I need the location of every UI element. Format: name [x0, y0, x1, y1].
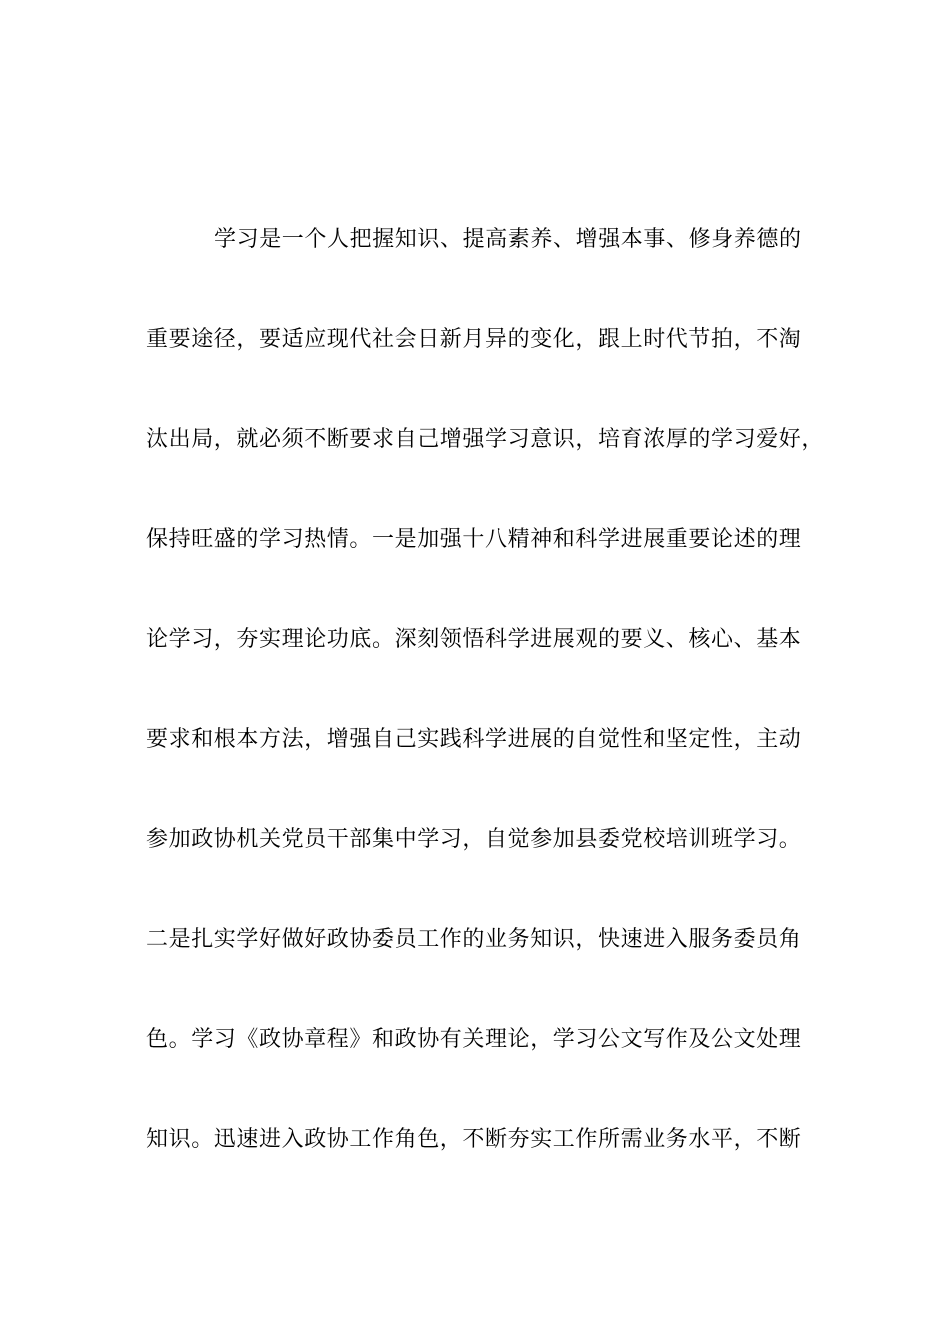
- paragraph-line-5: 论学习，夯实理论功底。深刻领悟科学进展观的要义、核心、基本: [146, 627, 802, 652]
- paragraph-line-10: 知识。迅速进入政协工作角色，不断夯实工作所需业务水平，不断: [146, 1127, 802, 1152]
- paragraph-line-4: 保持旺盛的学习热情。一是加强十八精神和科学进展重要论述的理: [146, 527, 802, 552]
- paragraph-line-1: 学习是一个人把握知识、提高素养、增强本事、修身养德的: [214, 227, 802, 252]
- paragraph-line-3: 汰出局，就必须不断要求自己增强学习意识，培育浓厚的学习爱好，: [146, 427, 825, 452]
- body-paragraph: [146, 216, 825, 1216]
- paragraph-line-9: 色。学习《政协章程》和政协有关理论，学习公文写作及公文处理: [146, 1027, 802, 1052]
- paragraph-line-8: 二是扎实学好做好政协委员工作的业务知识，快速进入服务委员角: [146, 927, 802, 952]
- paragraph-line-2: 重要途径，要适应现代社会日新月异的变化，跟上时代节拍，不淘: [146, 327, 802, 352]
- paragraph-line-7: 参加政协机关党员干部集中学习，自觉参加县委党校培训班学习。: [146, 827, 802, 852]
- paragraph-line-6: 要求和根本方法，增强自己实践科学进展的自觉性和坚定性，主动: [146, 727, 802, 752]
